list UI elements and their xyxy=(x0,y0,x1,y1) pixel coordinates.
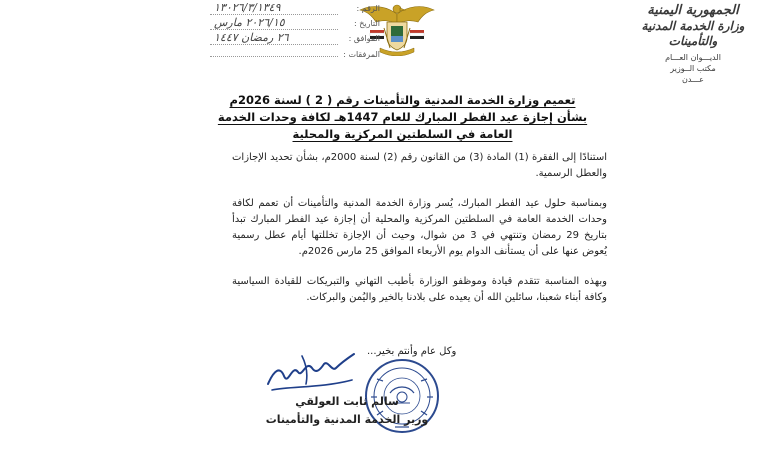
reference-number-label: الرقم : xyxy=(356,4,380,13)
attachments-label: المرفقات : xyxy=(343,50,380,59)
reference-block xyxy=(210,1,380,61)
handwritten-signature xyxy=(262,350,358,396)
body-paragraph-greetings: وبهذه المناسبة تتقدم قيادة وموظفو الوزارة بأطيب التهاني والتبريكات للقيادة السياسية وكافة أبناء شعبنا، سائلين الله أن يعيده على بلادنا بالخير واليُمن والبركات. xyxy=(232,276,607,303)
body-paragraph-legal-basis: استنادًا إلى الفقرة (1) المادة (3) من القانون رقم (2) لسنة 2000م، بشأن تحديد الإجازات والعطل الرسمية. xyxy=(232,152,607,179)
city-name: عـــدن xyxy=(682,75,704,84)
date-value: ٢٠٢٦/١٥ مارس xyxy=(210,16,338,30)
title-line-3: العامة في السلطتين المركزية والمحلية xyxy=(292,127,513,141)
attachments-row xyxy=(210,46,380,61)
signer-name: سالم ثابت العولقي xyxy=(295,395,399,408)
circular-title xyxy=(190,92,615,143)
minister-office: مكتب الــوزير xyxy=(670,64,716,73)
title-line-2: بشأن إجازة عيد الفطر المبارك للعام 1447هـ لكافة وحدات الخدمة xyxy=(217,110,588,124)
date-row xyxy=(210,16,380,31)
reference-number-row xyxy=(210,1,380,16)
ministry-header xyxy=(618,2,768,85)
circular-body xyxy=(232,150,607,320)
signer-block xyxy=(262,394,432,428)
republic-name: الجمهورية اليمنية xyxy=(647,3,739,18)
hijri-date-label: الموافق : xyxy=(348,34,380,43)
hijri-date-row xyxy=(210,31,380,46)
attachments-value xyxy=(210,46,338,57)
hijri-date-value: ٢٦ رمضان ١٤٤٧ xyxy=(210,31,338,45)
date-label: التاريخ : xyxy=(353,19,380,28)
ministry-name: وزارة الخدمة المدنية والتأمينات xyxy=(641,19,745,48)
signer-title: وزير الخدمة المدنية والتأمينات xyxy=(265,413,429,426)
title-line-1: تعميم وزارة الخدمة المدنية والتأمينات رقم ( 2 ) لسنة 2026م xyxy=(229,93,576,107)
body-paragraph-holiday: وبمناسبة حلول عيد الفطر المبارك، يُسر وزارة الخدمة المدنية والتأمينات أن تعمم لكافة وحدات الخدمة العامة في السلطتين المركزية والمحلية أن إجازة عيد الفطر المبارك تبدأ بتاريخ 29 رمضان وتنتهي في 3 من شوال، وحيث أن الإجازة تخللتها أيام عطل رسمية يُعوض عنها على أن يستأنف الدوام يوم الأربعاء الموافق 25 مارس 2026م. xyxy=(232,198,608,257)
general-office: الديـــوان العـــام xyxy=(665,53,721,62)
reference-number-value: ١٣٠٢٦/٣/١٣٤٩ xyxy=(210,1,338,15)
closing-greeting: وكل عام وأنتم بخير... xyxy=(367,346,457,357)
